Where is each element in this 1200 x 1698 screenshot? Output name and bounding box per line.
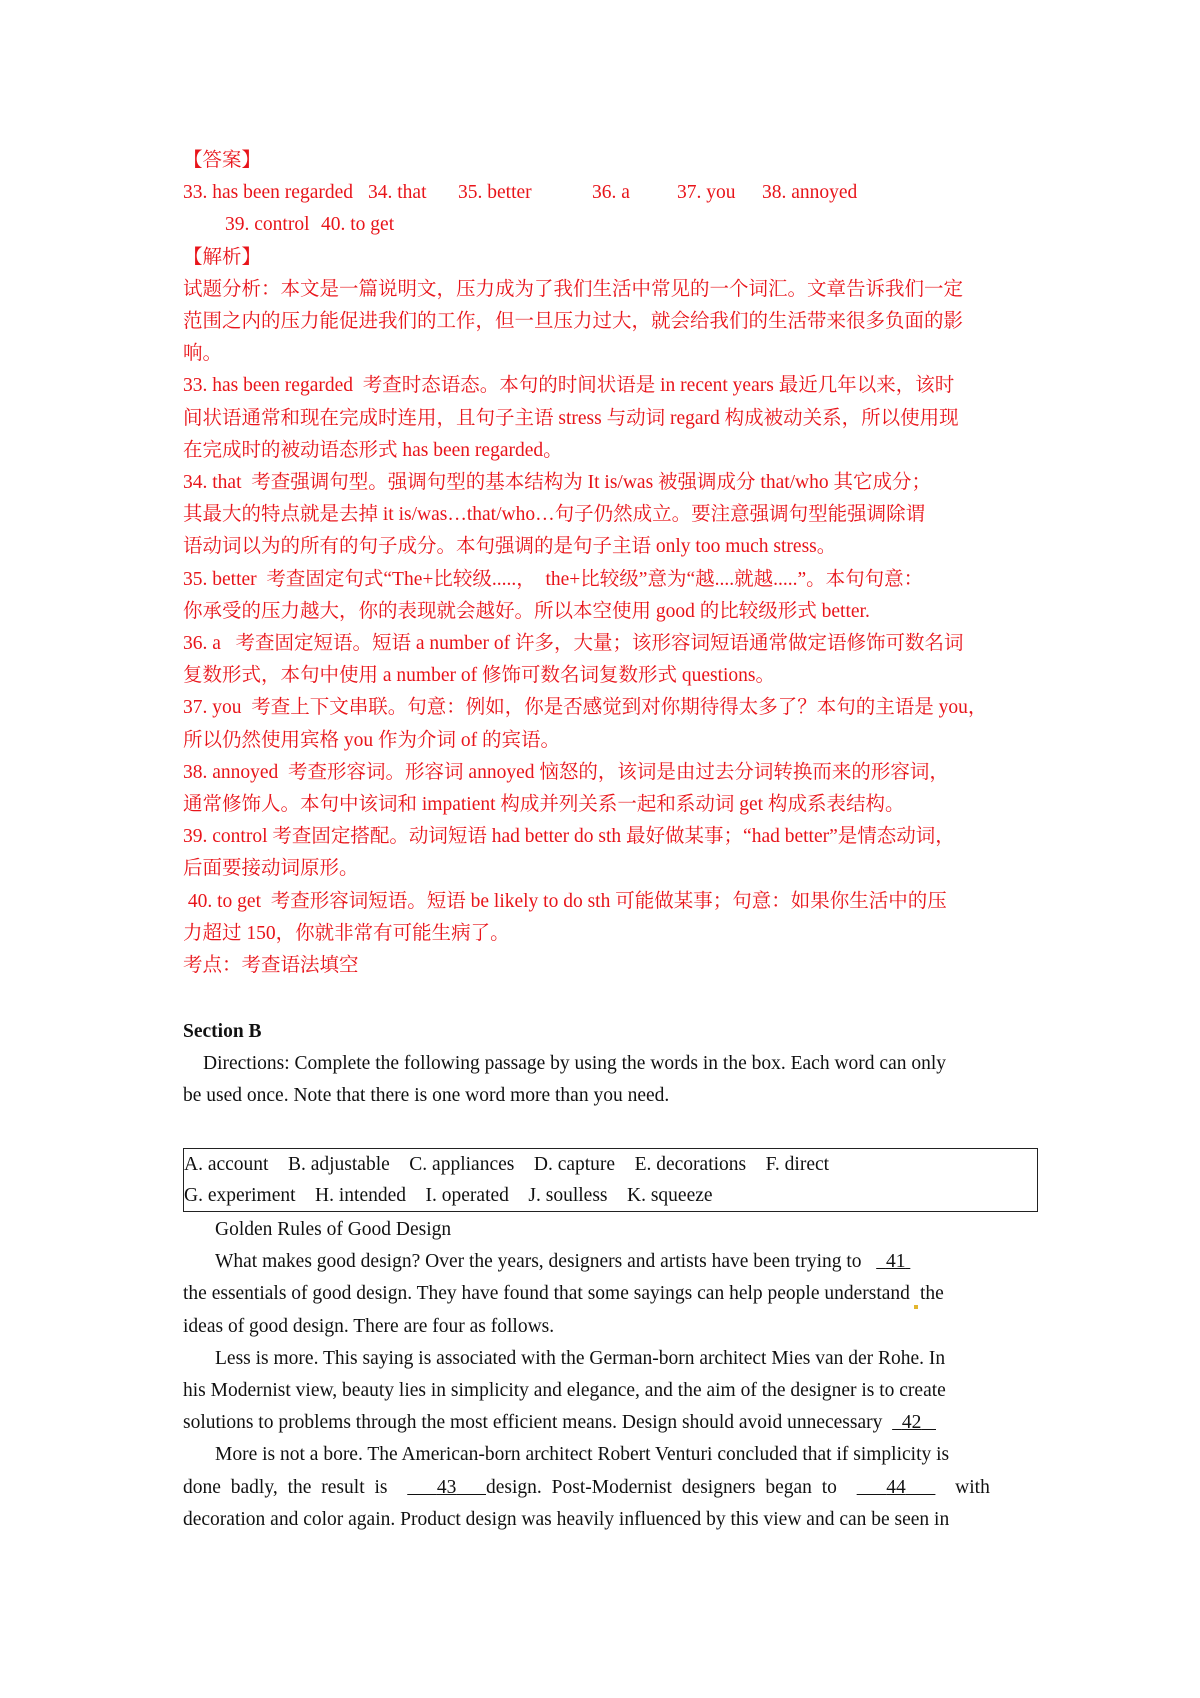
blank-number: 44 xyxy=(886,1476,906,1498)
option: I. operated xyxy=(425,1185,509,1206)
marker-dot xyxy=(914,1305,918,1309)
analysis-line: 你承受的压力越大，你的表现就会越好。所以本空使用 good 的比较级形式 better. xyxy=(183,600,870,622)
analysis-line: 间状语通常和现在完成时连用，且句子主语 stress 与动词 regard 构成被动关系，所以使用现 xyxy=(183,407,959,429)
blank-41[interactable] xyxy=(876,1251,910,1272)
analysis-line: 39. control 考查固定搭配。动词短语 had better do sth 最好做某事；“had better”是情态动词， xyxy=(183,826,955,848)
analysis-line: 37. you 考查上下文串联。句意：例如，你是否感觉到对你期待得太多了？本句的主语是 you， xyxy=(183,697,988,719)
analysis-line: 38. annoyed 考查形容词。形容词 annoyed 恼怒的，该词是由过去分词转换而来的形容词， xyxy=(183,761,949,783)
passage-title: Golden Rules of Good Design xyxy=(215,1219,452,1240)
blank-42[interactable] xyxy=(892,1412,936,1433)
option: H. intended xyxy=(315,1185,407,1206)
analysis-line: 响。 xyxy=(183,343,223,365)
answer-heading: 【答案】 xyxy=(183,150,262,171)
passage-line: his Modernist view, beauty lies in simplicity and elegance, and the aim of the designer is to create xyxy=(183,1380,946,1402)
analysis-line: 36. a 考查固定短语。短语 a number of 许多，大量；该形容词短语通常做定语修饰可数名词 xyxy=(183,633,964,655)
option: A. account xyxy=(184,1154,269,1175)
passage-line: ideas of good design. There are four as follows. xyxy=(183,1315,555,1337)
passage-line: Less is more. This saying is associated with the German-born architect Mies van der Rohe. In xyxy=(215,1347,946,1369)
passage-line xyxy=(183,1407,1028,1439)
passage-text: the xyxy=(919,1283,944,1305)
passage-line xyxy=(183,1246,1028,1278)
answer-34: 34. that xyxy=(368,182,427,204)
option: G. experiment xyxy=(184,1185,296,1206)
section-title: Section B xyxy=(183,1021,262,1042)
answer-36: 36. a xyxy=(592,182,630,204)
answer-row-1 xyxy=(183,177,1028,209)
directions-line-2: be used once. Note that there is one word more than you need. xyxy=(183,1085,670,1107)
analysis-line: 所以仍然使用宾格 you 作为介词 of 的宾语。 xyxy=(183,729,560,751)
blank-number: 42 xyxy=(901,1412,922,1434)
analysis-heading: 【解析】 xyxy=(183,246,262,268)
analysis-line: 34. that 考查强调句型。强调句型的基本结构为 It is/was 被强调成分 that/who 其它成分； xyxy=(183,472,932,494)
answer-35: 35. better xyxy=(458,182,532,204)
passage-text: with xyxy=(955,1476,990,1498)
analysis-line: 考点：考查语法填空 xyxy=(183,955,359,977)
analysis-line: 其最大的特点就是去掉 it is/was…that/who…句子仍然成立。要注意强调句型能强调除谓 xyxy=(183,504,926,526)
option: C. appliances xyxy=(409,1154,515,1175)
passage-line: More is not a bore. The American-born architect Robert Venturi concluded that if simplicity is xyxy=(215,1444,950,1466)
analysis-line: 语动词以为的所有的句子成分。本句强调的是句子主语 only too much stress。 xyxy=(183,536,837,558)
answer-33: 33. has been regarded xyxy=(183,182,354,204)
word-box xyxy=(183,1148,1038,1212)
analysis-line: 试题分析：本文是一篇说明文，压力成为了我们生活中常见的一个词汇。文章告诉我们一定 xyxy=(183,278,964,300)
answer-section xyxy=(183,145,1028,982)
analysis-line: 范围之内的压力能促进我们的工作，但一旦压力过大，就会给我们的生活带来很多负面的影 xyxy=(183,311,964,333)
blank-43[interactable] xyxy=(407,1477,486,1498)
analysis-line: 复数形式，本句中使用 a number of 修饰可数名词复数形式 questions。 xyxy=(183,665,776,687)
option: K. squeeze xyxy=(627,1185,713,1206)
answer-40: 40. to get xyxy=(321,214,395,236)
passage-text: done badly, the result is xyxy=(183,1476,388,1498)
passage xyxy=(183,1214,1028,1536)
blank-44[interactable] xyxy=(857,1477,936,1498)
analysis-line: 40. to get 考查形容词短语。短语 be likely to do sth 可能做某事；句意：如果你生活中的压 xyxy=(183,890,947,912)
passage-text: design. Post-Modernist designers began to xyxy=(486,1476,837,1498)
blank-number: 41 xyxy=(885,1251,906,1273)
blank-number: 43 xyxy=(436,1476,457,1498)
passage-text: solutions to problems through the most efficient means. Design should avoid unnecessary xyxy=(183,1412,883,1434)
analysis-line: 通常修饰人。本句中该词和 impatient 构成并列关系一起和系动词 get 构成系表结构。 xyxy=(183,794,905,816)
option: J. soulless xyxy=(528,1185,608,1206)
answer-row-2 xyxy=(183,209,1028,241)
analysis-line: 33. has been regarded 考查时态语态。本句的时间状语是 in recent years 最近几年以来，该时 xyxy=(183,375,955,397)
word-box-row-2 xyxy=(184,1180,1037,1211)
word-box-row-1 xyxy=(184,1149,1037,1180)
directions-line-1: Directions: Complete the following passage by using the words in the box. Each word can only xyxy=(203,1053,947,1075)
option: B. adjustable xyxy=(287,1154,390,1175)
answer-38: 38. annoyed xyxy=(762,182,858,204)
option: F. direct xyxy=(765,1154,830,1175)
analysis-body xyxy=(183,274,1028,982)
option: D. capture xyxy=(533,1154,616,1175)
analysis-line: 35. better 考查固定句式“The+比较级.....， the+比较级”意为“越....就越.....”。本句句意： xyxy=(183,568,924,590)
section-b xyxy=(183,1016,1028,1113)
analysis-line: 力超过 150，你就非常有可能生病了。 xyxy=(183,922,510,944)
analysis-line: 在完成时的被动语态形式 has been regarded。 xyxy=(183,439,563,461)
answer-37: 37. you xyxy=(677,182,736,204)
answer-39: 39. control xyxy=(225,214,310,236)
passage-line xyxy=(183,1278,1028,1310)
option: E. decorations xyxy=(634,1154,747,1175)
passage-text: What makes good design? Over the years, designers and artists have been trying to xyxy=(215,1251,862,1273)
passage-text: the essentials of good design. They have found that some sayings can help people understand xyxy=(183,1283,910,1305)
passage-line: decoration and color again. Product design was heavily influenced by this view and can be seen in xyxy=(183,1508,950,1530)
passage-line xyxy=(183,1472,1028,1504)
analysis-line: 后面要接动词原形。 xyxy=(183,858,359,880)
